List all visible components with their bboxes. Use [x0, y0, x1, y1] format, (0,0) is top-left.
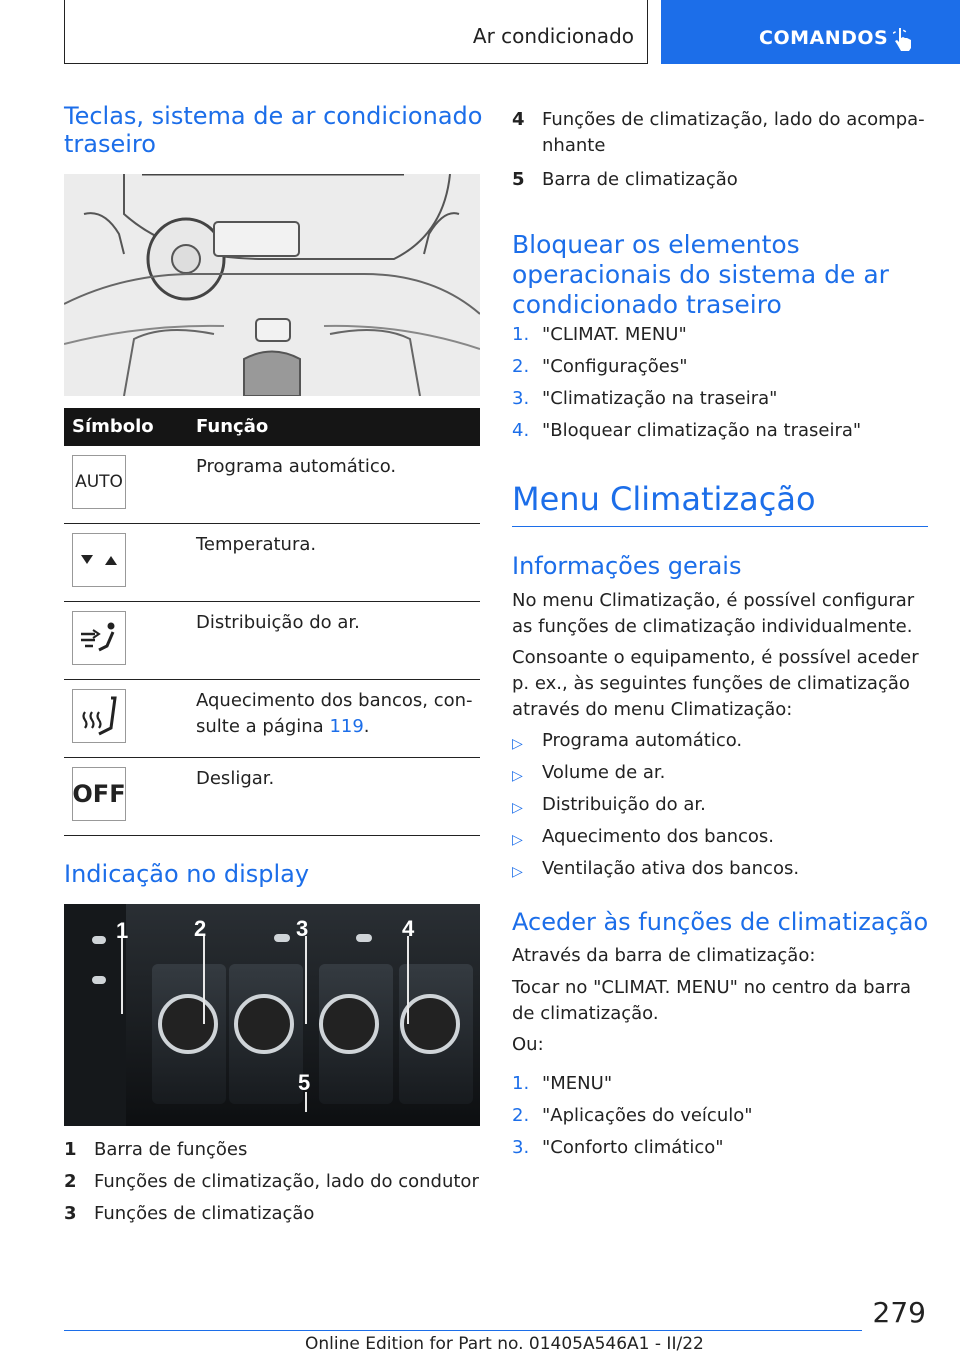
bullet-list — [512, 728, 932, 888]
heading-lock: Bloquear os elementos operacionais do sistema de ar condicionado traseiro — [512, 230, 889, 319]
legend-list — [64, 1137, 484, 1233]
table-header — [64, 408, 480, 446]
air-distribution-icon — [72, 611, 126, 665]
access-paragraph-2: Tocar no "CLIMAT. MENU" no centro da barra de climatização. — [512, 977, 912, 1024]
footer-edition: Online Edition for Part no. 01405A546A1 - II/22 — [305, 1334, 704, 1354]
callout-5: 5 — [298, 1070, 311, 1095]
heading-rule — [512, 526, 928, 527]
heading-display: Indicação no display — [64, 860, 310, 888]
col-symbol: Símbolo — [72, 416, 154, 437]
list-item: 2. "Configurações" — [512, 356, 688, 377]
page-link[interactable]: 119 — [329, 716, 364, 737]
table-row — [64, 602, 480, 680]
heading-access: Aceder às funções de climatização — [512, 908, 929, 936]
col-function: Função — [196, 416, 269, 437]
chapter-title: Ar condicionado — [472, 24, 634, 48]
auto-symbol: AUTO — [72, 455, 126, 509]
general-paragraph-2: Consoante o equipamento, é possível aceder p. ex., às seguintes funções de climatização através do menu Climatização: — [512, 647, 919, 720]
lock-steps — [512, 322, 932, 450]
heading-rear-keys: Teclas, sistema de ar condicionado traseiro — [64, 102, 483, 158]
heading-menu: Menu Climatização — [512, 480, 816, 518]
symbol-table — [64, 408, 480, 836]
callout-3: 3 — [296, 916, 309, 941]
general-paragraph-1: No menu Climatização, é possível configurar as funções de climatização individualmente. — [512, 590, 915, 637]
list-item: ▷ Volume de ar. — [512, 762, 666, 784]
callout-1: 1 — [116, 918, 129, 943]
list-item: ▷ Programa automático. — [512, 730, 743, 752]
list-item: 1. "CLIMAT. MENU" — [512, 324, 687, 345]
table-row — [64, 446, 480, 524]
legend-list-cont — [512, 107, 932, 199]
function-text: Temperatura. — [196, 534, 317, 555]
list-item: 4 Funções de climatização, lado do acompa- nhante — [512, 109, 925, 156]
callout-2: 2 — [194, 916, 207, 941]
list-item: 2. "Aplicações do veículo" — [512, 1105, 753, 1126]
access-or: Ou: — [512, 1034, 544, 1055]
page-number: 279 — [872, 1296, 926, 1329]
access-paragraph-1: Através da barra de climatização: — [512, 945, 816, 966]
section-tab — [661, 0, 960, 64]
function-text: Desligar. — [196, 768, 275, 789]
table-row — [64, 758, 480, 836]
access-steps — [512, 1071, 932, 1167]
list-item: 4. "Bloquear climatização na traseira" — [512, 420, 862, 441]
function-text: Programa automático. — [196, 456, 397, 477]
list-item: 5 Barra de climatização — [512, 169, 738, 190]
off-symbol: OFF — [72, 767, 126, 821]
seat-heating-icon — [72, 689, 126, 743]
list-item: 3 Funções de climatização — [64, 1203, 315, 1224]
list-item: ▷ Distribuição do ar. — [512, 794, 706, 816]
climate-display-drawing — [64, 904, 480, 1126]
list-item: 1 Barra de funções — [64, 1139, 248, 1160]
function-text: Aquecimento dos bancos, con- sulte a página 119. — [196, 690, 473, 737]
climate-display-image — [64, 904, 480, 1126]
temperature-icon — [72, 533, 126, 587]
function-text: Distribuição do ar. — [196, 612, 360, 633]
list-item: 1. "MENU" — [512, 1073, 613, 1094]
list-item: ▷ Aquecimento dos bancos. — [512, 826, 775, 848]
dashboard-drawing — [64, 174, 480, 396]
table-row — [64, 524, 480, 602]
table-row — [64, 680, 480, 758]
list-item: ▷ Ventilação ativa dos bancos. — [512, 858, 800, 880]
callout-4: 4 — [402, 916, 415, 941]
dashboard-illustration — [64, 174, 480, 396]
list-item: 2 Funções de climatização, lado do condutor — [64, 1171, 479, 1192]
hand-pointer-icon — [893, 26, 915, 52]
section-title: COMANDOS — [759, 27, 889, 49]
list-item: 3. "Climatização na traseira" — [512, 388, 778, 409]
footer-rule — [64, 1330, 862, 1331]
list-item: 3. "Conforto climático" — [512, 1137, 724, 1158]
heading-general: Informações gerais — [512, 552, 742, 580]
